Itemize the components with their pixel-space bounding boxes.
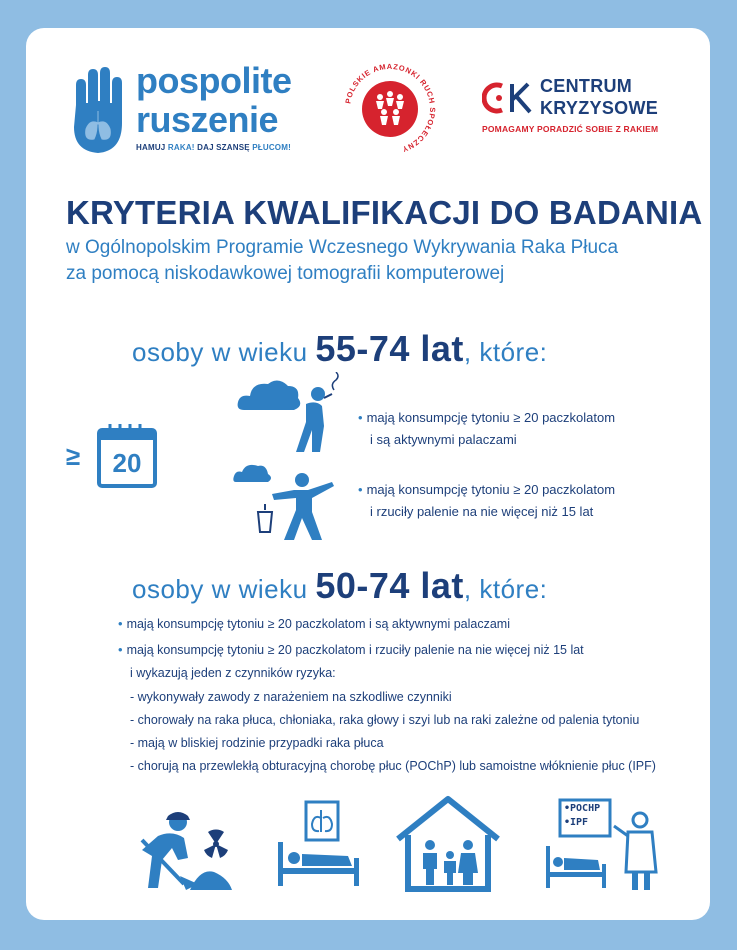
pospolite-word: pospolite bbox=[136, 60, 292, 101]
slogan-part-1: HAMUJ bbox=[136, 143, 166, 152]
ruszenie-word: ruszenie bbox=[136, 99, 279, 140]
calendar-sign: ≥ bbox=[66, 441, 81, 471]
risk-item-3: - mają w bliskiej rodzinie przypadki raka płuca bbox=[130, 736, 384, 750]
risk-item-2: - chorowały na raka płuca, chłoniaka, raka głowy i szyi lub na raki zależne od palenia tytoniu bbox=[130, 713, 640, 727]
group1-bullet-2-line2: i rzuciły palenie na nie więcej niż 15 lat bbox=[370, 504, 594, 519]
group1-bullet-1-line2: i są aktywnymi palaczami bbox=[370, 432, 517, 447]
group2-heading bbox=[132, 565, 547, 607]
worker-hazard-icon bbox=[128, 810, 238, 890]
slogan-part-2: RAKA! bbox=[167, 143, 195, 152]
group2-bullet-1: • mają konsumpcję tytoniu ≥ 20 paczkolatom i są aktywnymi palaczami bbox=[118, 616, 510, 631]
group1-bullet-2-line1: • mają konsumpcję tytoniu ≥ 20 paczkolatom bbox=[358, 482, 616, 497]
family-house-icon bbox=[392, 793, 504, 893]
group1-range: 55-74 lat bbox=[315, 328, 464, 369]
group2-bullet-1-text: mają konsumpcję tytoniu ≥ 20 paczkolatom i są aktywnymi palaczami bbox=[126, 617, 510, 631]
group2-prefix: osoby w wieku bbox=[132, 574, 308, 604]
board-item-1: •POCHP bbox=[564, 803, 601, 814]
centrum-tagline: POMAGAMY PORADZIĆ SOBIE Z RAKIEM bbox=[482, 124, 659, 134]
group1-prefix: osoby w wieku bbox=[132, 337, 308, 367]
slogan-part-4: PŁUCOM! bbox=[252, 143, 291, 152]
risk-item-1: - wykonywały zawody z narażeniem na szkodliwe czynniki bbox=[130, 690, 452, 704]
group1-bullet-1-text: mają konsumpcję tytoniu ≥ 20 paczkolatom bbox=[366, 410, 616, 425]
kryzysowe-word: KRYZYSOWE bbox=[540, 98, 659, 118]
group2-range: 50-74 lat bbox=[315, 565, 464, 606]
group1-bullet-2-text: mają konsumpcję tytoniu ≥ 20 paczkolatom bbox=[366, 482, 616, 497]
group2-suffix: , które: bbox=[463, 574, 548, 604]
slogan-part-3: DAJ SZANSĘ bbox=[197, 143, 250, 152]
doctor-board-patient-icon bbox=[542, 798, 662, 892]
group1-bullet-1-line1: • mają konsumpcję tytoniu ≥ 20 paczkolatom bbox=[358, 410, 616, 425]
amazonki-ring-text: POLSKIE AMAZONKI RUCH SPOŁECZNY bbox=[343, 61, 438, 155]
board-item-2: •IPF bbox=[564, 817, 589, 828]
smoker-icon bbox=[236, 372, 346, 454]
page-title: KRYTERIA KWALIFIKACJI DO BADANIA bbox=[66, 194, 703, 231]
amazonki-logo bbox=[338, 57, 442, 161]
hand-lungs-icon bbox=[68, 65, 128, 155]
subtitle-line-2: za pomocą niskodawkowej tomografii komputerowej bbox=[66, 263, 505, 284]
centrum-word: CENTRUM bbox=[540, 76, 633, 96]
centrum-kryzysowe-logo bbox=[482, 80, 540, 116]
pospolite-slogan bbox=[136, 143, 291, 152]
group2-bullet-2-cont: i wykazują jeden z czynników ryzyka: bbox=[130, 666, 336, 680]
subtitle-line-1: w Ogólnopolskim Programie Wczesnego Wykrywania Raka Płuca bbox=[66, 237, 619, 258]
calendar-value: 20 bbox=[112, 448, 142, 478]
amazonki-circle bbox=[362, 81, 418, 137]
group2-bullet-2-text: mają konsumpcję tytoniu ≥ 20 paczkolatom i rzuciły palenie na nie więcej niż 15 lat bbox=[126, 643, 584, 657]
group2-bullet-2: • mają konsumpcję tytoniu ≥ 20 paczkolatom i rzuciły palenie na nie więcej niż 15 lat bbox=[118, 642, 584, 657]
quit-smoking-icon bbox=[232, 460, 342, 542]
group1-suffix: , które: bbox=[463, 337, 548, 367]
risk-item-4: - chorują na przewlekłą obturacyjną chorobę płuc (POChP) lub samoistne włóknienie płuc (IPF) bbox=[130, 759, 656, 773]
group1-heading bbox=[132, 328, 547, 370]
patient-xray-icon bbox=[272, 798, 364, 890]
